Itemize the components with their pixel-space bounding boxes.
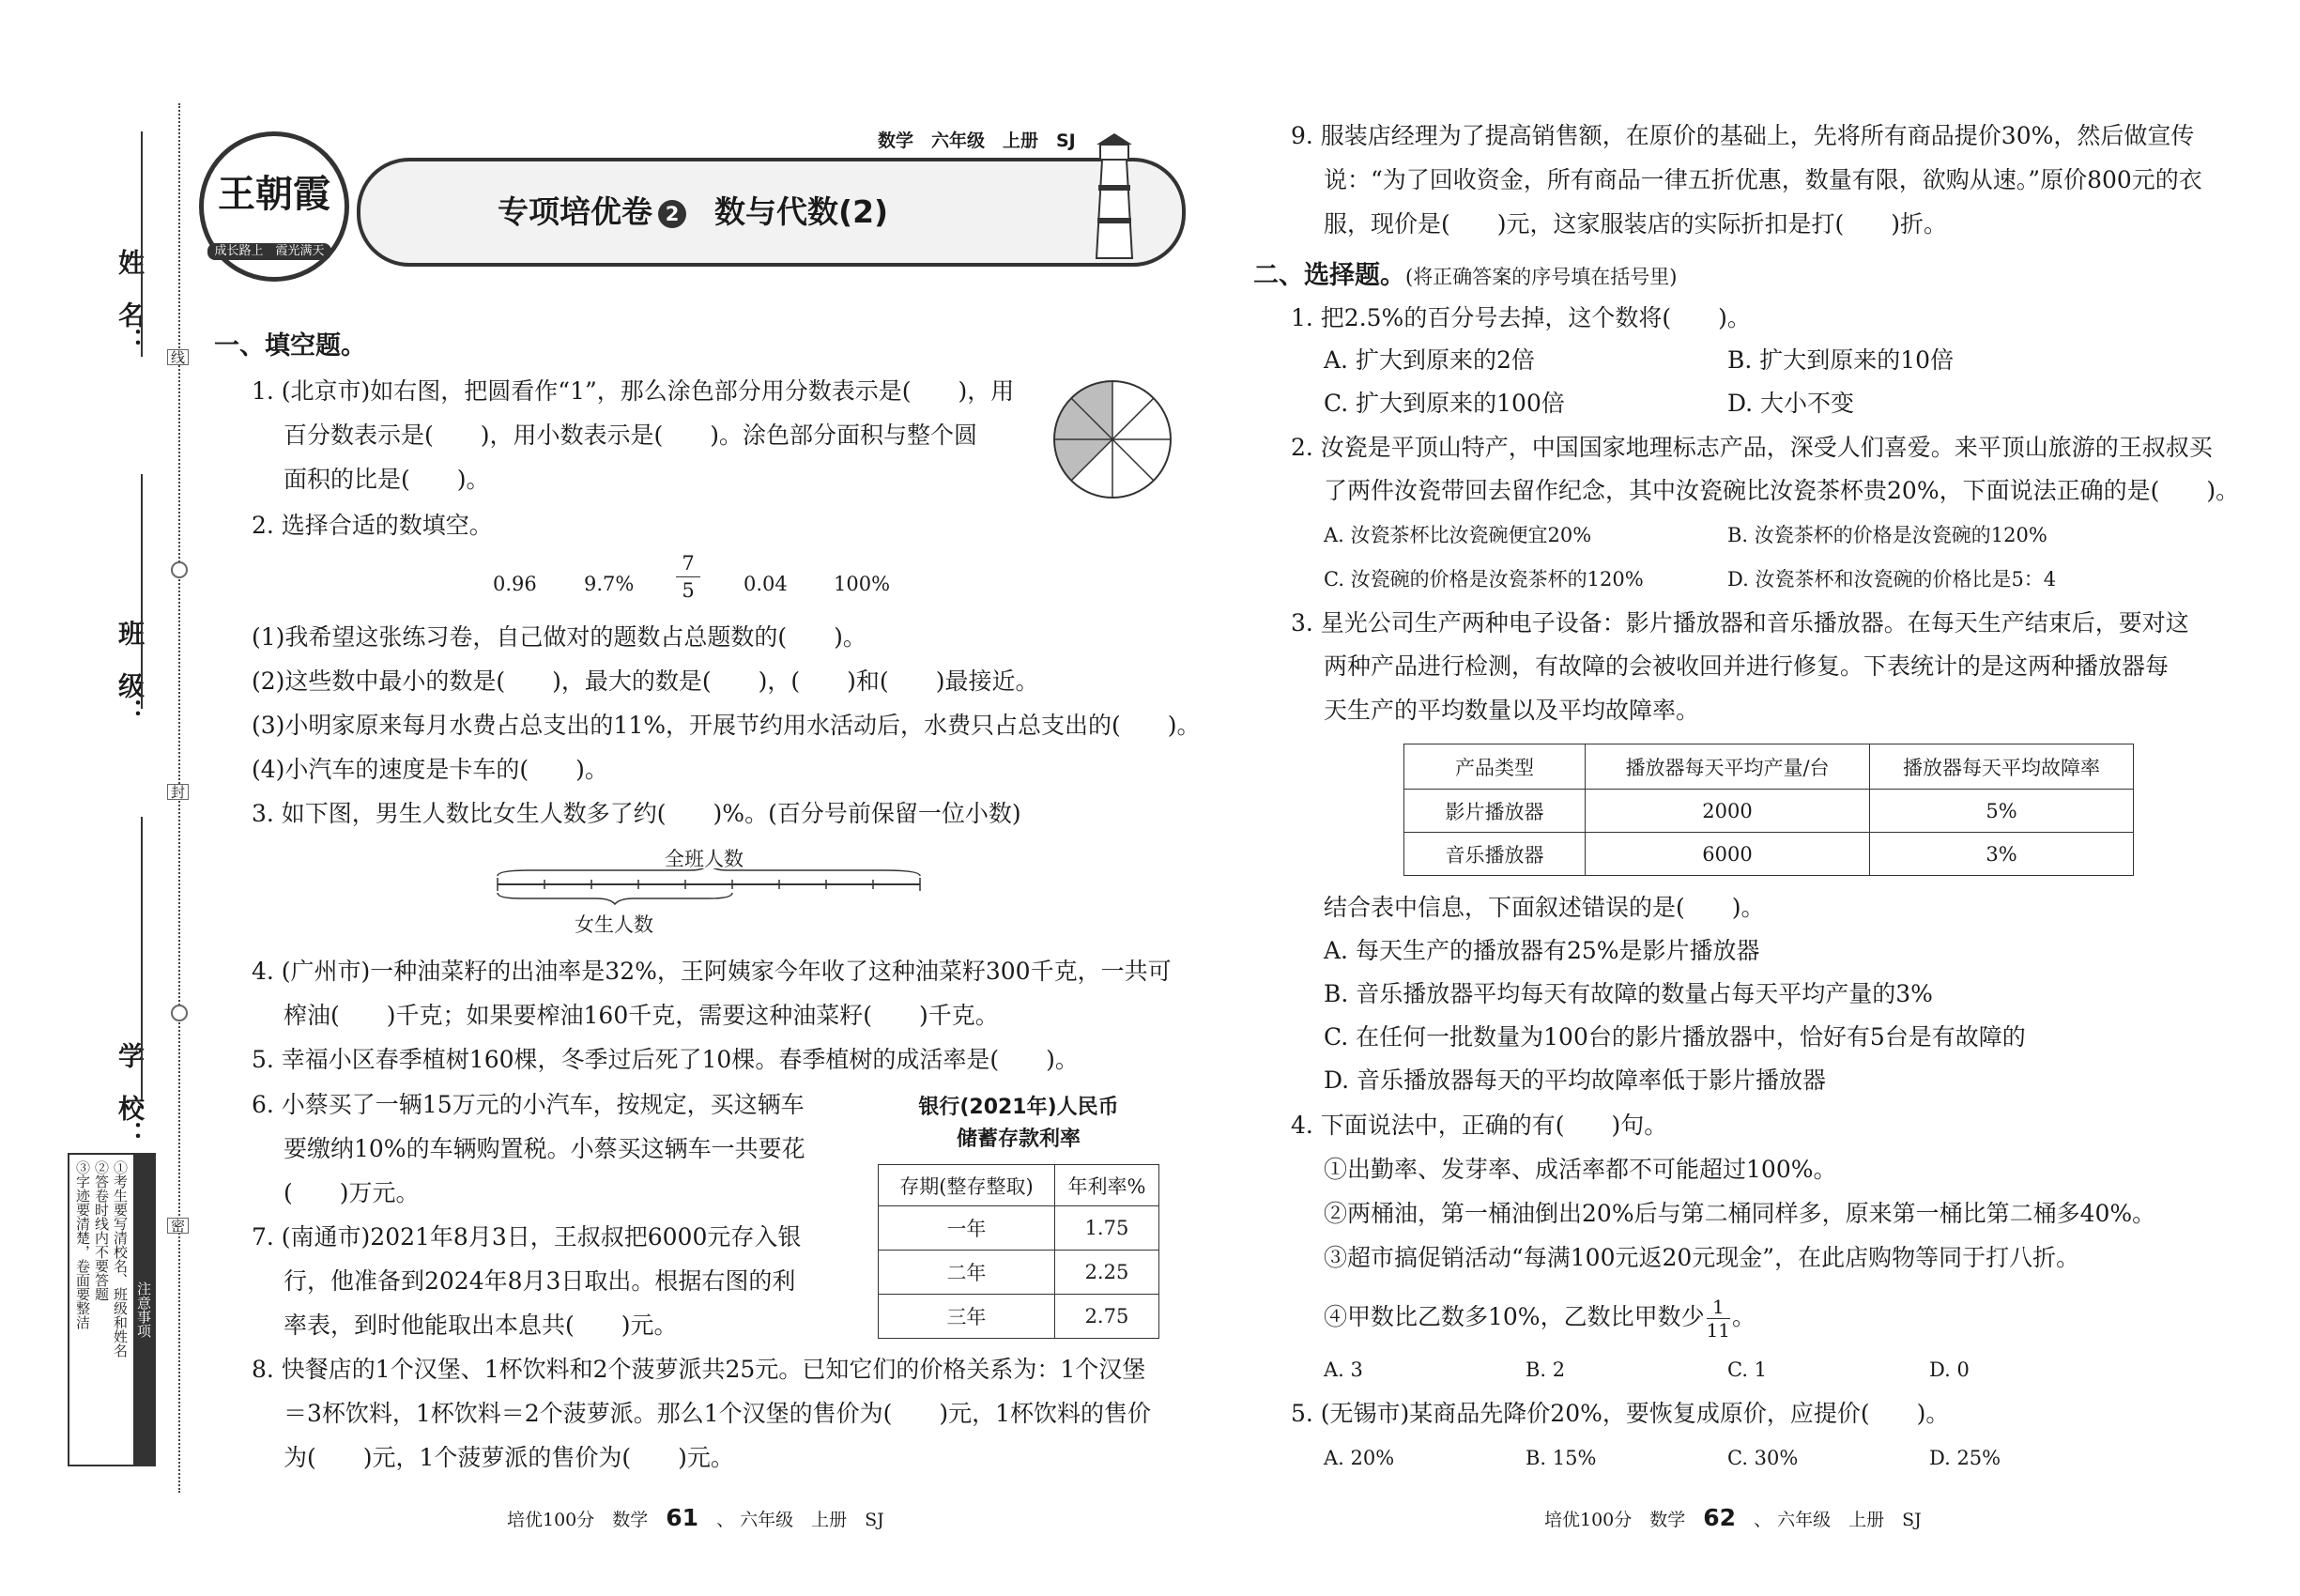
- q6-line: ( )万元。: [284, 1179, 420, 1206]
- class-line: [141, 474, 143, 709]
- q2-sub: (2)这些数中最小的数是( )，最大的数是( )，( )和( )最接近。: [252, 668, 1039, 695]
- option: C. 汝瓷碗的价格是汝瓷茶杯的120%: [1324, 568, 1644, 591]
- q9-line: 说：“为了回收资金，所有商品一律五折优惠，数量有限，欲购从速。”原价800元的衣: [1324, 166, 2202, 193]
- fraction: $\frac{1}{11}$: [1706, 1296, 1731, 1342]
- option: A. 扩大到原来的2倍: [1324, 346, 1535, 374]
- option: B. 2: [1526, 1358, 1566, 1381]
- table-cell: 2.75: [1054, 1295, 1158, 1339]
- q7-line: 7. (南通市)2021年8月3日，王叔叔把6000元存入银: [252, 1223, 802, 1251]
- c1: 1. 把2.5%的百分号去掉，这个数将( )。: [1291, 304, 1751, 331]
- header-meta: 数学 六年级 上册 SJ: [878, 130, 1076, 151]
- cut-mark: 密: [167, 1218, 189, 1234]
- q8-line: ＝3杯饮料，1杯饮料＝2个菠萝派。那么1个汉堡的售价为( )元，1杯饮料的售价: [284, 1400, 1152, 1427]
- table-cell: 影片播放器: [1404, 790, 1586, 833]
- q2-sub: (3)小明家原来每月水费占总支出的11%，开展节约用水活动后，水费只占总支出的( )。: [252, 712, 1201, 739]
- table-header: 播放器每天平均产量/台: [1586, 744, 1870, 790]
- c4: 4. 下面说法中，正确的有( )句。: [1291, 1112, 1668, 1139]
- c2-line: 了两件汝瓷带回去留作纪念，其中汝瓷碗比汝瓷茶杯贵20%，下面说法正确的是( )。: [1324, 477, 2240, 504]
- table-cell: 音乐播放器: [1404, 833, 1586, 876]
- fraction-option: 7 5: [676, 550, 700, 604]
- q2: 2. 选择合适的数填空。: [252, 512, 493, 539]
- table-cell: 二年: [879, 1251, 1055, 1295]
- q9-line: 9. 服装店经理为了提高销售额，在原价的基础上，先将所有商品提价30%，然后做宣传: [1291, 122, 2195, 149]
- lighthouse-icon: [1081, 131, 1147, 267]
- number-option: 100%: [834, 573, 891, 595]
- option: B. 扩大到原来的10倍: [1727, 346, 1955, 374]
- option: D. 大小不变: [1727, 390, 1855, 417]
- q6-line: 要缴纳10%的车辆购置税。小蔡买这辆车一共要花: [284, 1135, 805, 1162]
- option: D. 汝瓷茶杯和汝瓷碗的价格比是5：4: [1727, 568, 2057, 591]
- option: D. 0: [1929, 1358, 1970, 1381]
- option: C. 扩大到原来的100倍: [1324, 390, 1565, 417]
- statement: ③超市搞促销活动“每满100元返20元现金”，在此店购物等同于打八折。: [1324, 1244, 2080, 1271]
- q9-line: 服，现价是( )元，这家服装店的实际折扣是打( )折。: [1324, 210, 1948, 238]
- table-cell: 3%: [1870, 833, 2134, 876]
- title-number-badge: 2: [658, 200, 686, 228]
- option: D. 音乐播放器每天的平均故障率低于影片播放器: [1324, 1067, 1827, 1094]
- brand-logo: [199, 131, 349, 282]
- option: A. 20%: [1324, 1447, 1395, 1469]
- player-table: [1403, 744, 2134, 876]
- cut-mark: 封: [167, 784, 189, 800]
- notice-item: ③字迹要清楚，卷面要整洁: [74, 1160, 91, 1329]
- q1-line: 面积的比是( )。: [284, 466, 490, 493]
- q4-line: 4. (广州市)一种油菜籽的出油率是32%，王阿姨家今年收了这种油菜籽300千克，一共可: [252, 958, 1172, 985]
- table-cell: 2.25: [1054, 1251, 1158, 1295]
- q5: 5. 幸福小区春季植树160棵，冬季过后死了10棵。春季植树的成活率是( )。: [252, 1046, 1079, 1073]
- page-number: 61: [666, 1504, 699, 1531]
- school-line: [141, 817, 143, 1098]
- statement: ①出勤率、发芽率、成活率都不可能超过100%。: [1324, 1156, 1837, 1183]
- q8-line: 8. 快餐店的1个汉堡、1杯饮料和2个菠萝派共25元。已知它们的价格关系为：1个汉堡: [252, 1356, 1146, 1383]
- segment-diagram: [493, 868, 925, 919]
- number-option: 0.04: [744, 573, 788, 595]
- option: B. 音乐播放器平均每天有故障的数量占每天平均产量的3%: [1324, 980, 1933, 1007]
- page-footer: 培优100分 数学 61 、 六年级 上册 SJ: [507, 1504, 884, 1531]
- q1-line: 百分数表示是( )，用小数表示是( )。涂色部分面积与整个圆: [284, 422, 978, 449]
- shaded-circle-figure: [1051, 378, 1173, 504]
- notice-item: ①考生要写清校名、班级和姓名: [112, 1160, 129, 1358]
- q1-line: 1. (北京市)如右图，把圆看作“1”，那么涂色部分用分数表示是( )，用: [252, 377, 1015, 405]
- q2-sub: (1)我希望这张练习卷，自己做对的题数占总题数的( )。: [252, 623, 866, 651]
- brand-tag: 成长路上 霞光满天: [207, 243, 331, 260]
- statement: ②两桶油，第一桶油倒出20%后与第二桶同样多，原来第一桶比第二桶多40%。: [1324, 1200, 2156, 1227]
- option: C. 30%: [1727, 1447, 1799, 1469]
- name-line: [141, 131, 143, 357]
- statement: ④甲数比乙数多10%，乙数比甲数少 $\frac{1}{11}$ 。: [1324, 1296, 1756, 1342]
- option: B. 15%: [1526, 1447, 1597, 1469]
- section-title: 二、选择题。(将正确答案的序号填在括号里): [1253, 261, 1678, 290]
- margin-dot: [171, 561, 188, 578]
- section-title: 一、填空题。: [214, 331, 366, 361]
- option: C. 在任何一批数量为100台的影片播放器中，恰好有5台是有故障的: [1324, 1023, 2026, 1051]
- name-label: 姓 名：: [115, 249, 146, 354]
- c3-line: 3. 星光公司生产两种电子设备：影片播放器和音乐播放器。在每天生产结束后，要对这: [1291, 609, 2189, 637]
- table-header: 播放器每天平均故障率: [1870, 744, 2134, 790]
- table-cell: 2000: [1586, 790, 1870, 833]
- c3-line: 两种产品进行检测，有故障的会被收回并进行修复。下表统计的是这两种播放器每: [1324, 652, 2170, 680]
- option: C. 1: [1727, 1358, 1768, 1381]
- c3-line: 天生产的平均数量以及平均故障率。: [1324, 697, 1700, 724]
- page-footer: 培优100分 数学 62 、 六年级 上册 SJ: [1544, 1504, 1922, 1531]
- notice-title: 注意事项: [133, 1155, 154, 1465]
- page-number: 62: [1703, 1504, 1737, 1531]
- option: D. 25%: [1929, 1447, 2001, 1469]
- table-cell: 1.75: [1054, 1206, 1158, 1251]
- q3: 3. 如下图，男生人数比女生人数多了约( )%。(百分号前保留一位小数): [252, 800, 1021, 827]
- option: A. 汝瓷茶杯比汝瓷碗便宜20%: [1324, 524, 1592, 546]
- notice-item: ②答卷时线内不要答题: [93, 1160, 110, 1301]
- q7-line: 率表，到时他能取出本息共( )元。: [284, 1312, 678, 1339]
- number-option: 9.7%: [584, 573, 635, 595]
- table-cell: 三年: [879, 1295, 1055, 1339]
- option: B. 汝瓷茶杯的价格是汝瓷碗的120%: [1727, 524, 2047, 546]
- q3-top-label: 全班人数: [665, 848, 744, 870]
- q3-bottom-label: 女生人数: [575, 913, 653, 936]
- q4-line: 榨油( )千克；如果要榨油160千克，需要这种油菜籽( )千克。: [284, 1002, 999, 1029]
- margin-dot: [171, 1005, 188, 1021]
- q8-line: 为( )元，1个菠萝派的售价为( )元。: [284, 1444, 734, 1471]
- table-cell: 6000: [1586, 833, 1870, 876]
- table-header: 产品类型: [1404, 744, 1586, 790]
- q2-sub: (4)小汽车的速度是卡车的( )。: [252, 756, 608, 783]
- table-cell: 一年: [879, 1206, 1055, 1251]
- number-option: 0.96: [493, 573, 537, 595]
- table-header: 存期(整存整取): [879, 1165, 1055, 1206]
- rate-table-title: 银行(2021年)人民币 储蓄存款利率: [918, 1096, 1119, 1151]
- c2-line: 2. 汝瓷是平顶山特产，中国国家地理标志产品，深受人们喜爱。来平顶山旅游的王叔叔买: [1291, 434, 2213, 461]
- table-header: 年利率%: [1054, 1165, 1158, 1206]
- binding-margin: [0, 0, 188, 1596]
- school-label: 学 校：: [115, 1042, 146, 1147]
- header-title: 专项培优卷 2 数与代数(2): [498, 193, 889, 230]
- table-cell: 5%: [1870, 790, 2134, 833]
- option: A. 每天生产的播放器有25%是影片播放器: [1324, 937, 1760, 964]
- c5: 5. (无锡市)某商品先降价20%，要恢复成原价，应提价( )。: [1291, 1400, 1950, 1427]
- rate-table: [878, 1164, 1159, 1339]
- c3-question: 结合表中信息，下面叙述错误的是( )。: [1324, 894, 1765, 921]
- option: A. 3: [1324, 1358, 1363, 1381]
- q7-line: 行，他准备到2024年8月3日取出。根据右图的利: [284, 1267, 796, 1295]
- q6-line: 6. 小蔡买了一辆15万元的小汽车，按规定，买这辆车: [252, 1091, 805, 1118]
- notice-box: [68, 1153, 156, 1466]
- class-label: 班 级：: [115, 620, 146, 725]
- cut-mark: 线: [167, 349, 189, 365]
- brand-name: 王朝霞: [218, 172, 330, 216]
